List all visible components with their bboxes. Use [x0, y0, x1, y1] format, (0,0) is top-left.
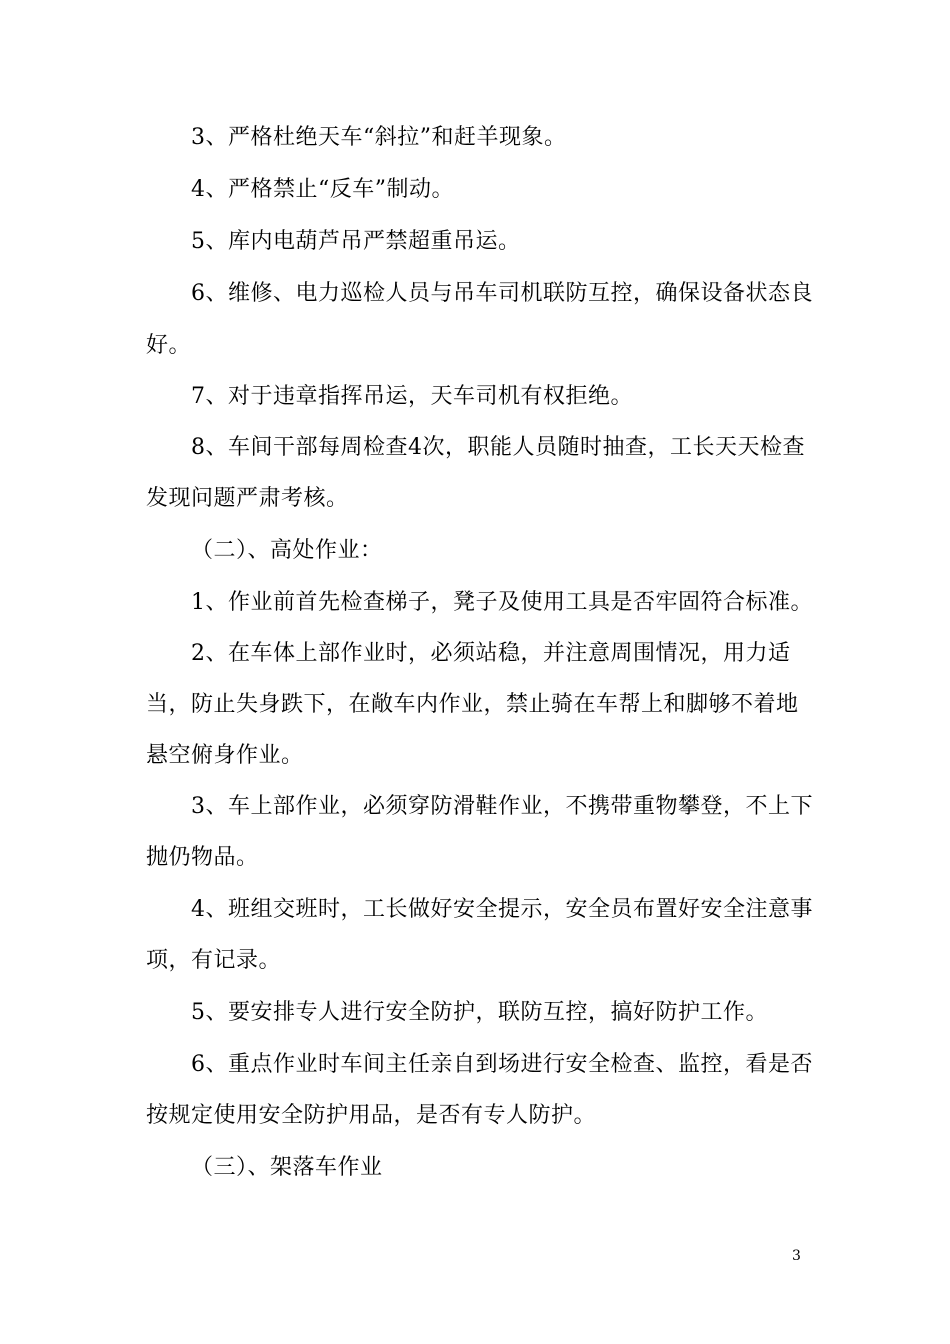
text-line: 1、作业前首先检查梯子，凳子及使用工具是否牢固符合标准。 — [191, 590, 813, 615]
text-line: 当，防止失身跌下，在敞车内作业，禁止骑在车帮上和脚够不着地 — [146, 692, 799, 717]
section-heading: （二）、高处作业： — [191, 538, 383, 563]
text-line: 抛仍物品。 — [146, 845, 259, 870]
text-line: 5、要安排专人进行安全防护，联防互控，搞好防护工作。 — [191, 1000, 768, 1025]
text-line: 6、重点作业时车间主任亲自到场进行安全检查、监控，看是否 — [191, 1052, 813, 1077]
text-line: 3、车上部作业，必须穿防滑鞋作业，不携带重物攀登，不上下 — [191, 794, 813, 819]
text-line: 2、在车体上部作业时，必须站稳，并注意周围情况，用力适 — [191, 641, 791, 666]
text-line: 好。 — [146, 333, 192, 358]
section-heading: （三）、架落车作业 — [191, 1155, 383, 1180]
text-line: 发现问题严肃考核。 — [146, 486, 349, 511]
text-line: 8、车间干部每周检查4次，职能人员随时抽查，工长天天检查 — [191, 435, 805, 460]
text-line: 4、班组交班时，工长做好安全提示，安全员布置好安全注意事 — [191, 897, 813, 922]
text-line: 7、对于违章指挥吊运，天车司机有权拒绝。 — [191, 384, 633, 409]
text-line: 项，有记录。 — [146, 948, 282, 973]
text-line: 3、严格杜绝天车“斜拉”和赶羊现象。 — [191, 125, 567, 150]
text-line: 悬空俯身作业。 — [146, 743, 304, 768]
text-line: 按规定使用安全防护用品，是否有专人防护。 — [146, 1103, 597, 1128]
text-line: 5、库内电葫芦吊严禁超重吊运。 — [191, 229, 521, 254]
text-line: 6、维修、电力巡检人员与吊车司机联防互控，确保设备状态良 — [191, 281, 813, 306]
text-line: 4、严格禁止“反车”制动。 — [191, 177, 454, 202]
page-number: 3 — [792, 1248, 801, 1264]
